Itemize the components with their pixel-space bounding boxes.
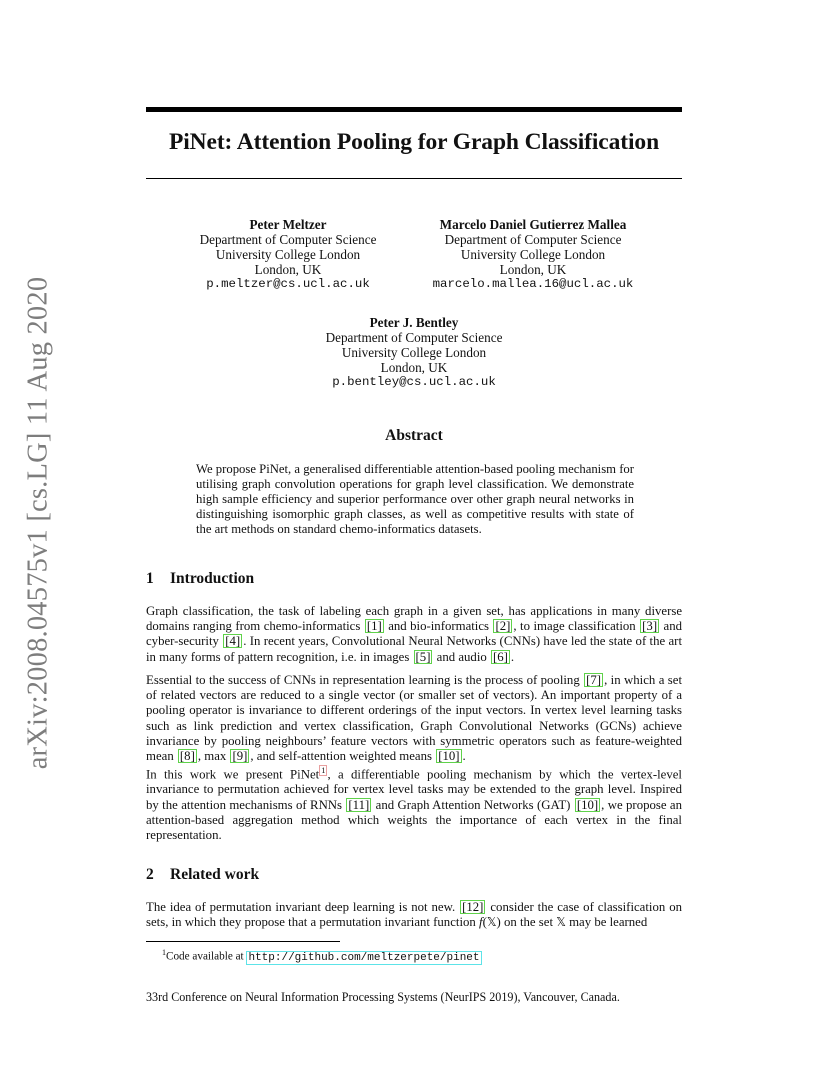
text-run: Graph classification, the task of labeling each graph in a given set, has applications in many diverse domains ranging from chemo-informatics [146, 604, 682, 634]
citation-link[interactable]: [4] [225, 634, 241, 649]
arxiv-stamp [20, 276, 56, 770]
text-run: , to image classification [513, 619, 640, 634]
citation-link[interactable]: [1] [366, 619, 382, 634]
section-number: 2 [146, 866, 154, 883]
section-number: 1 [146, 570, 154, 587]
author-name: Peter J. Bentley [369, 315, 459, 330]
author-block [314, 315, 514, 390]
text-run: consider the case of classification on sets, in which they propose that a permutation invariant function [146, 900, 682, 930]
section-title: Introduction [170, 570, 255, 587]
text-run: . [510, 649, 515, 664]
text-run: In this work we present PiNet [146, 767, 320, 782]
related-paragraph-1 [146, 900, 682, 930]
text-run: and cyber-security [146, 619, 683, 649]
text-run: , we propose an attention-based aggregation method which weights the importance of each vertex in the final representation. [146, 797, 683, 843]
citation-link[interactable]: [11] [348, 797, 370, 812]
footnote-text: Code available at [166, 950, 247, 963]
author-city: London, UK [254, 262, 322, 277]
footnote-rule [146, 941, 340, 942]
arxiv-stamp-text: arXiv:2008.04575v1 [cs.LG] 11 Aug 2020 [22, 276, 54, 770]
text-run: , max [197, 749, 230, 764]
citation-link[interactable]: [10] [576, 797, 599, 812]
section-heading [146, 570, 254, 588]
author-institution: University College London [215, 247, 361, 262]
text-run: The idea of permutation invariant deep learning is not new. [146, 900, 460, 914]
footnote-link[interactable]: 1 [321, 765, 326, 775]
author-department: Department of Computer Science [199, 232, 377, 247]
text-run: may be learned [565, 915, 648, 930]
citation-link[interactable]: [12] [462, 900, 484, 914]
citation-link[interactable]: [10] [438, 749, 460, 764]
citation-link[interactable]: [5] [415, 649, 431, 664]
citation-link[interactable]: [2] [495, 619, 511, 634]
text-run: Essential to the success of CNNs in representation learning is the process of pooling [146, 673, 584, 687]
citation-link[interactable]: [9] [232, 749, 248, 764]
author-department: Department of Computer Science [444, 232, 622, 247]
text-run: and Graph Attention Networks (GAT) [372, 797, 574, 812]
math-symbol: f [479, 915, 483, 930]
abstract-heading: Abstract [385, 427, 443, 444]
conference-notice: 33rd Conference on Neural Information Processing Systems (NeurIPS 2019), Vancouver, Canada. [146, 990, 620, 1004]
author-block [420, 217, 646, 292]
citation-link[interactable]: [3] [642, 619, 658, 634]
author-name: Peter Meltzer [249, 217, 327, 232]
text-run: . [462, 749, 466, 764]
author-city: London, UK [499, 262, 567, 277]
author-institution: University College London [460, 247, 606, 262]
section-heading [146, 866, 259, 884]
text-run: , and self-attention weighted means [250, 749, 436, 764]
citation-link[interactable]: [8] [179, 749, 195, 764]
section-title: Related work [170, 866, 260, 883]
math-symbol: 𝕏 [486, 915, 497, 930]
author-block [188, 217, 388, 292]
author-email: p.meltzer@cs.ucl.ac.uk [206, 277, 370, 291]
paper-title: PiNet: Attention Pooling for Graph Classification [168, 129, 660, 155]
citation-link[interactable]: [6] [492, 649, 508, 664]
text-run: and audio [433, 649, 490, 664]
author-city: London, UK [380, 360, 448, 375]
footnote-mark: 1 [162, 948, 166, 957]
author-institution: University College London [341, 345, 487, 360]
text-run: ( [482, 915, 487, 930]
text-run: and bio-informatics [384, 619, 493, 634]
text-run: ) on the set [496, 915, 557, 930]
footnote-url-link[interactable]: http://github.com/meltzerpete/pinet [248, 951, 480, 964]
intro-paragraph-2 [146, 673, 682, 764]
text-run: . In recent years, Convolutional Neural Networks (CNNs) have led the state of the art in many forms of pattern recognition, i.e. in images [146, 634, 682, 664]
footnote [162, 948, 482, 964]
abstract-text: We propose PiNet, a generalised differentiable attention-based pooling mechanism for utilising graph convolution operations for graph level classification. We demonstrate high sample efficiency and superior performance over other graph neural networks in distinguishing isomorphic graph classes, as well as competitive results with state of the art methods on standard chemo-informatics datasets. [196, 462, 634, 536]
text-run: , a differentiable pooling mechanism by which the vertex-level invariance to permutation achieved for vertex level tasks may be extended to the graph level. Inspired by the attention mechanisms of RNNs [146, 767, 682, 812]
author-email: p.bentley@cs.ucl.ac.uk [332, 375, 496, 389]
intro-paragraph-1 [146, 604, 682, 665]
author-email: marcelo.mallea.16@ucl.ac.uk [432, 277, 634, 291]
title-top-rule [146, 107, 682, 112]
citation-link[interactable]: [7] [586, 673, 602, 687]
intro-paragraph-3 [146, 765, 682, 843]
author-name: Marcelo Daniel Gutierrez Mallea [439, 217, 627, 232]
author-department: Department of Computer Science [325, 330, 503, 345]
text-run: , in which a set of related vectors are reduced to a single vector (or smaller set of vectors). An important property of a pooling operator is invariance to different orderings of the input vectors. In vertex level learning tasks such as link prediction and vertex classification, Graph Convolutional Networks (GCNs) achieve invariance by pooling neighbours’ feature vectors with symmetric operators such as feature-weighted mean [146, 673, 682, 764]
title-bottom-rule [146, 178, 682, 179]
math-symbol: 𝕏 [556, 915, 566, 930]
